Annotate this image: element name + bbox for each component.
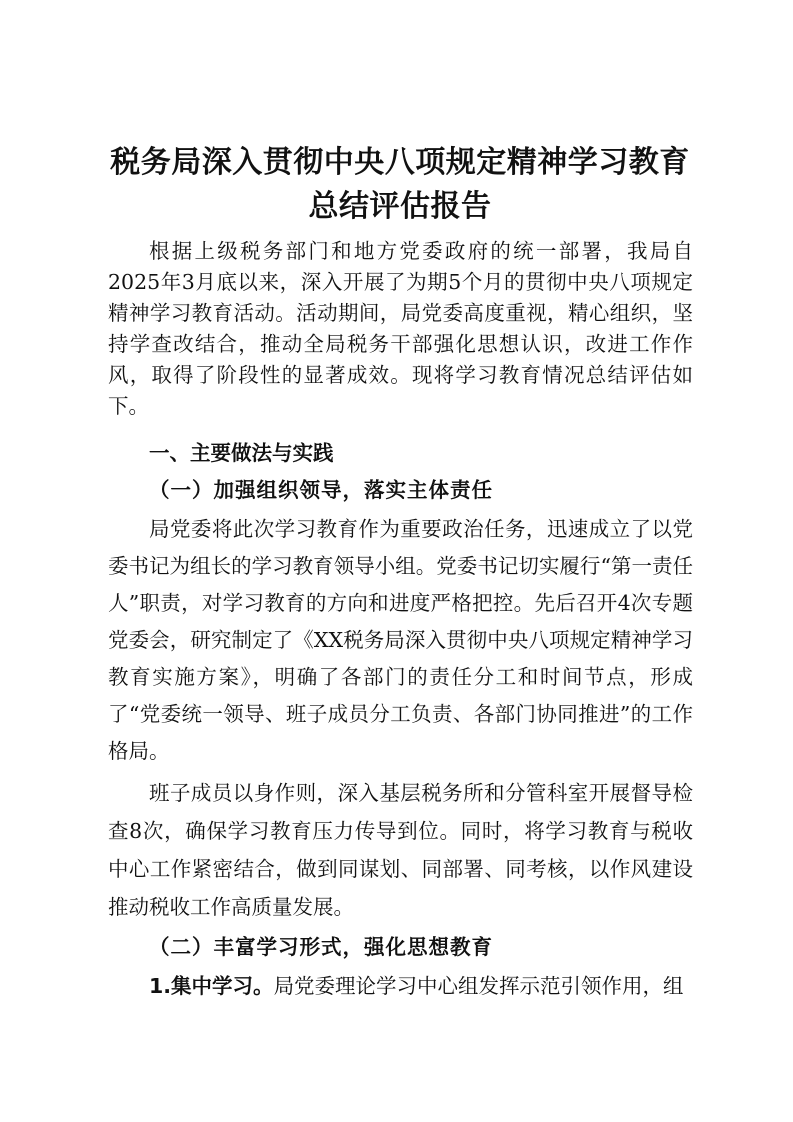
section-heading-main-practices: 一、主要做法与实践 [149,441,334,465]
organization-paragraph-1: 局党委将此次学习教育作为重要政治任务，迅速成立了以党委书记为组长的学习教育领导小组。党委书记切实履行“第一责任人”职责，对学习教育的方向和进度严格把控。先后召开4次专题党委会，研究制定了《XX税务局深入贯彻中央八项规定精神学习教育实施方案》，明确了各部门的责任分工和时间节点，形成了“党委统一领导、班子成员分工负责、各部门协同推进”的工作格局。 [108,517,693,763]
subsection-heading-learning-forms: （二）丰富学习形式，强化思想教育 [149,935,493,959]
document-title: 税务局深入贯彻中央八项规定精神学习教育总结评估报告 [110,145,690,224]
intro-paragraph: 根据上级税务部门和地方党委政府的统一部署，我局自2025年3月底以来，深入开展了为期5个月的贯彻中央八项规定精神学习教育活动。活动期间，局党委高度重视，精心组织，坚持学查改结合，推动全局税务干部强化思想认识，改进工作作风，取得了阶段性的显著成效。现将学习教育情况总结评估如下。 [108,239,693,418]
list-item-text: 局党委理论学习中心组发挥示范引领作用，组 [273,974,684,998]
subsection-heading-organization: （一）加强组织领导，落实主体责任 [149,478,493,502]
list-item-centralized-learning [108,971,693,1002]
document-body [108,236,693,1002]
list-item-label: 1.集中学习。 [149,974,274,998]
organization-paragraph-2: 班子成员以身作则，深入基层税务所和分管科室开展督导检查8次，确保学习教育压力传导到位。同时，将学习教育与税收中心工作紧密结合，做到同谋划、同部署、同考核，以作风建设推动税收工作高质量发展。 [108,781,693,919]
